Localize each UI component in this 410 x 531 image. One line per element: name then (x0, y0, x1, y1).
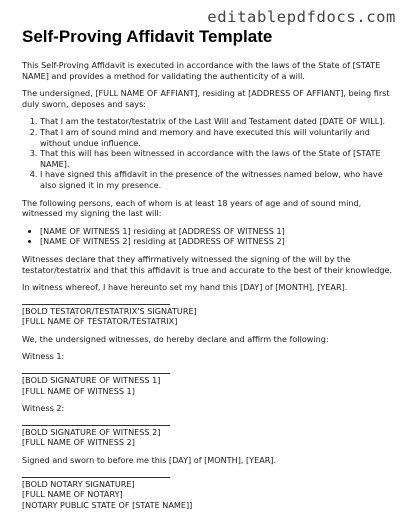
witness-intro-paragraph: The following persons, each of whom is at least 18 years of age and of sound mind, witnessed my signing the last will: (22, 197, 362, 219)
statements-list (22, 116, 394, 190)
witness2-signature-block (22, 425, 394, 448)
signature-line (22, 304, 170, 305)
document-title: Self-Proving Affidavit Template (22, 27, 273, 46)
witness-item: • [NAME OF WITNESS 2] residing at [ADDRESS OF WITNESS 2] (40, 236, 394, 247)
statement-item: 4. I have signed this affidavit in the presence of the witnesses named below, who have also signed it in my presence. (40, 169, 394, 190)
statement-item: 2. That I am of sound mind and memory and have executed this will voluntarily and without undue influence. (40, 127, 394, 148)
witness2-label: Witness 2: (22, 403, 65, 414)
statement-item: 3. That this will has been witnessed in accordance with the laws of the State of [STATE NAME]. (40, 148, 394, 169)
witness2-name-label: [FULL NAME OF WITNESS 2] (22, 437, 135, 448)
signature-line (22, 373, 170, 374)
witness2-signature-label: [BOLD SIGNATURE OF WITNESS 2] (22, 426, 161, 437)
undersigned-paragraph: We, the undersigned witnesses, do hereby declare and affirm the following: (22, 333, 329, 344)
statement-item: 1. That I am the testator/testatrix of the Last Will and Testament dated [DATE OF WILL]. (40, 116, 394, 127)
witnesses-list (22, 226, 394, 247)
sworn-paragraph: Signed and sworn to before me this [DAY] of [MONTH], [YEAR]. (22, 455, 277, 466)
document-page (22, 26, 394, 517)
testator-name-label: [FULL NAME OF TESTATOR/TESTATRIX] (22, 316, 178, 327)
witness1-name-label: [FULL NAME OF WITNESS 1] (22, 385, 135, 396)
witness-item: • [NAME OF WITNESS 1] residing at [ADDRESS OF WITNESS 1] (40, 226, 394, 237)
watermark: editablepdfdocs.com (207, 8, 396, 26)
notary-name-label: [FULL NAME OF NOTARY] (22, 489, 123, 500)
signature-line (22, 477, 170, 478)
notary-signature-block (22, 477, 394, 511)
witness1-signature-block (22, 373, 394, 396)
notary-state-label: [NOTARY PUBLIC STATE OF [STATE NAME]] (22, 499, 193, 510)
testator-signature-block (22, 304, 394, 327)
testator-signature-label: [BOLD TESTATOR/TESTATRIX'S SIGNATURE] (22, 305, 197, 316)
witness1-signature-label: [BOLD SIGNATURE OF WITNESS 1] (22, 375, 161, 386)
intro-paragraph: This Self-Proving Affidavit is executed in accordance with the laws of the State of [STATE NAME] and provides a method for validating the authenticity of a will. (22, 60, 381, 81)
witness1-label: Witness 1: (22, 351, 65, 362)
witness-declaration-paragraph: Witnesses declare that they affirmatively witnessed the signing of the will by the testator/testatrix and that this affidavit is true and accurate to the best of their knowledge. (22, 253, 393, 275)
notary-signature-label: [BOLD NOTARY SIGNATURE] (22, 478, 135, 489)
signature-line (22, 425, 170, 426)
deposition-paragraph: The undersigned, [FULL NAME OF AFFIANT], residing at [ADDRESS OF AFFIANT], being first duly sworn, deposes and says: (22, 88, 390, 109)
in-witness-paragraph: In witness whereof, I have hereunto set my hand this [DAY] of [MONTH], [YEAR]. (22, 282, 348, 293)
